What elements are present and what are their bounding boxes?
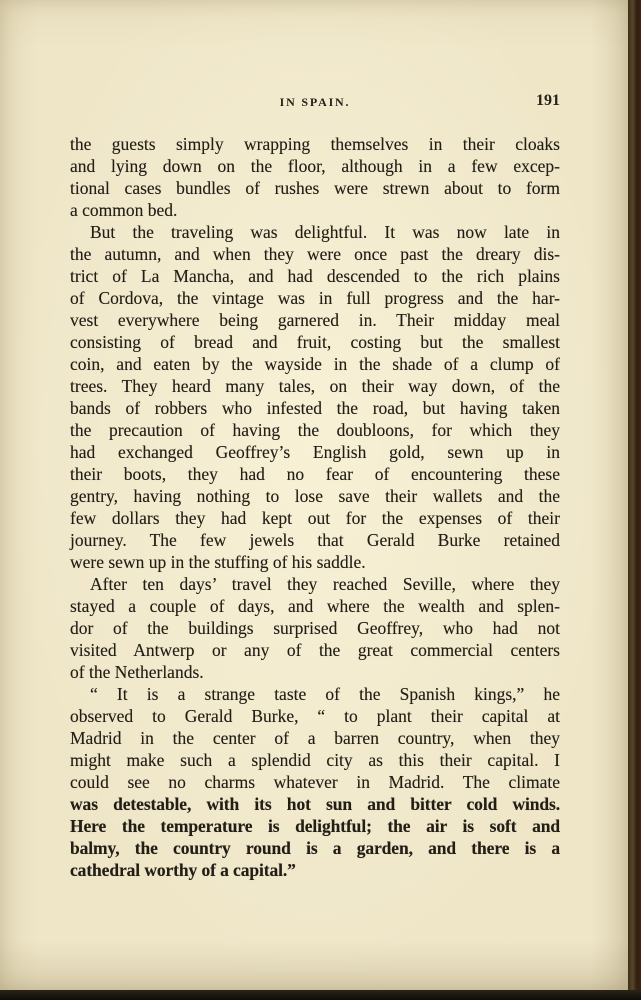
text-line: were sewn up in the stuffing of his saddle. xyxy=(70,552,366,572)
text-line: consisting of bread and fruit, costing but the smallest xyxy=(70,332,560,352)
text-line: and lying down on the floor, although in a few excep- xyxy=(70,156,560,176)
text-line: was detestable, with its hot sun and bitter cold winds. xyxy=(70,794,560,814)
text-line: of Cordova, the vintage was in full progress and the har- xyxy=(70,288,560,308)
text-line: the guests simply wrapping themselves in their cloaks xyxy=(70,134,560,154)
text-line: journey. The few jewels that Gerald Burke retained xyxy=(70,530,560,550)
text-line: could see no charms whatever in Madrid. The climate xyxy=(70,772,560,792)
text-line: coin, and eaten by the wayside in the shade of a clump of xyxy=(70,354,560,374)
body-text xyxy=(70,133,560,881)
text-line: might make such a splendid city as this their capital. I xyxy=(70,750,560,770)
running-head xyxy=(70,92,560,115)
text-line: Here the temperature is delightful; the air is soft and xyxy=(70,816,560,836)
running-head-title: IN SPAIN. xyxy=(279,95,351,109)
text-line: few dollars they had kept out for the expenses of their xyxy=(70,508,560,528)
text-line: stayed a couple of days, and where the wealth and splen- xyxy=(70,596,560,616)
text-line: trict of La Mancha, and had descended to the rich plains xyxy=(70,266,560,286)
book-edge-bottom xyxy=(0,990,641,1000)
paragraph-first-line: But the traveling was delightful. It was now late in xyxy=(90,222,560,242)
text-line: had exchanged Geoffrey’s English gold, sewn up in xyxy=(70,442,560,462)
text-line: visited Antwerp or any of the great commercial centers xyxy=(70,640,560,660)
paragraph-first-line: “ It is a strange taste of the Spanish kings,” he xyxy=(90,684,560,704)
text-line: bands of robbers who infested the road, but having taken xyxy=(70,398,560,418)
book-edge-right xyxy=(628,0,641,990)
text-line: tional cases bundles of rushes were strewn about to form xyxy=(70,178,560,198)
text-line: of the Netherlands. xyxy=(70,662,204,682)
text-line: balmy, the country round is a garden, and there is a xyxy=(70,838,560,858)
text-line: vest everywhere being garnered in. Their midday meal xyxy=(70,310,560,330)
text-line: trees. They heard many tales, on their way down, of the xyxy=(70,376,560,396)
page-number: 191 xyxy=(536,92,560,109)
text-line: dor of the buildings surprised Geoffrey, who had not xyxy=(70,618,560,638)
text-line: their boots, they had no fear of encountering these xyxy=(70,464,560,484)
text-line: observed to Gerald Burke, “ to plant their capital at xyxy=(70,706,560,726)
text-line: cathedral worthy of a capital.” xyxy=(70,860,296,880)
text-line: a common bed. xyxy=(70,200,178,220)
text-line: gentry, having nothing to lose save their wallets and the xyxy=(70,486,560,506)
text-line: the precaution of having the doubloons, for which they xyxy=(70,420,560,440)
paragraph-first-line: After ten days’ travel they reached Seville, where they xyxy=(90,574,560,594)
text-line: the autumn, and when they were once past the dreary dis- xyxy=(70,244,560,264)
text-line: Madrid in the center of a barren country, when they xyxy=(70,728,560,748)
